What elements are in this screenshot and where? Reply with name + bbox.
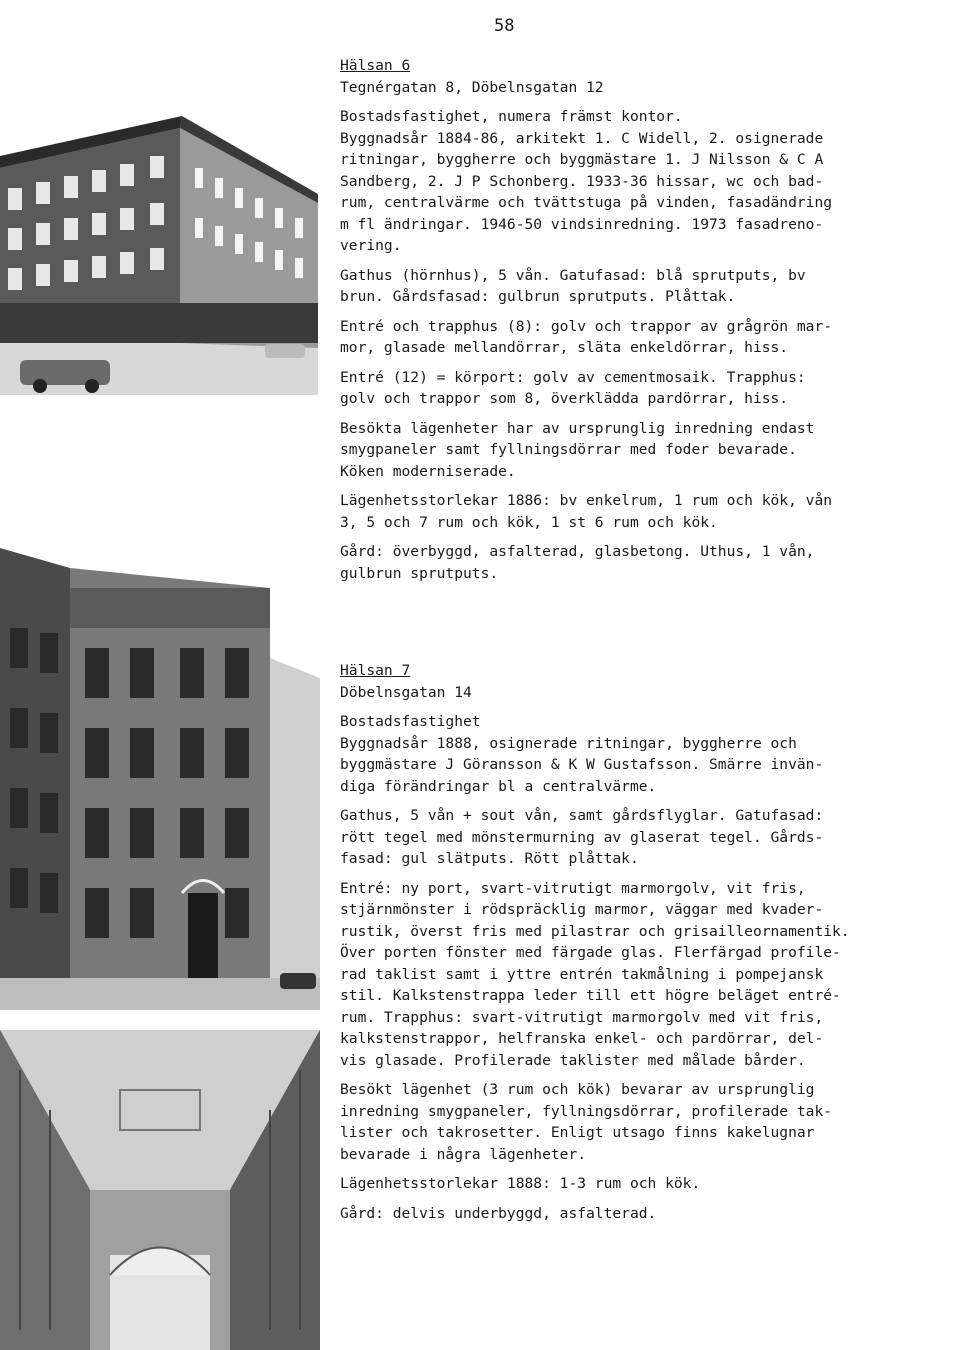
text-line: Gård: delvis underbyggd, asfalterad. (340, 1204, 657, 1222)
text-line: Lägenhetsstorlekar 1888: 1-3 rum och kök. (340, 1175, 701, 1192)
entrance-hall-photo (0, 1030, 320, 1350)
text-line: Bostadsfastighet (340, 713, 481, 730)
text-line: Byggnadsår 1888, osignerade ritningar, byggherre och (340, 734, 797, 752)
corner-building-photo (0, 108, 318, 395)
paragraph (340, 541, 930, 584)
paragraph (340, 490, 930, 533)
entry-halsan-7 (340, 660, 930, 1232)
paragraph (340, 367, 930, 410)
entry-address: Döbelnsgatan 14 (340, 683, 472, 701)
paragraph (340, 1079, 930, 1165)
text-line: stjärnmönster i rödspräcklig marmor, väggar med kvader- (340, 901, 824, 918)
paragraph (340, 316, 930, 359)
text-line: rustik, överst fris med pilastrar och grisailleornamentik. (340, 922, 850, 940)
text-line: gulbrun sprutputs. (340, 564, 499, 582)
text-line: Bostadsfastighet, numera främst kontor. (340, 108, 683, 125)
entry-heading: Hälsan 7 (340, 662, 411, 679)
text-line: 3, 5 och 7 rum och kök, 1 st 6 rum och kök. (340, 513, 718, 531)
text-line: rum. Trapphus: svart-vitrutigt marmorgolv med vit fris, (340, 1008, 824, 1026)
text-line: ritningar, byggherre och byggmästare 1. J Nilsson & C A (340, 151, 824, 168)
text-line: rum, centralvärme och tvättstuga på vinden, fasadändring (340, 194, 833, 211)
text-line: Gård: överbyggd, asfalterad, glasbetong. Uthus, 1 vån, (340, 543, 815, 560)
text-line: brun. Gårdsfasad: gulbrun sprutputs. Plåttak. (340, 288, 736, 305)
text-line: fasad: gul slätputs. Rött plåttak. (340, 850, 639, 867)
text-line: golv och trappor som 8, överklädda pardörrar, hiss. (340, 390, 789, 407)
paragraph (340, 106, 930, 257)
text-line: Byggnadsår 1884-86, arkitekt 1. C Widell, 2. osignerade (340, 129, 824, 147)
text-line: stil. Kalkstenstrappa leder till ett högre beläget entré- (340, 987, 841, 1004)
text-line: kalkstenstrappor, helfranska enkel- och pardörrar, del- (340, 1030, 824, 1047)
paragraph (340, 711, 930, 797)
text-line: Entré: ny port, svart-vitrutigt marmorgolv, vit fris, (340, 879, 806, 897)
page-number: 58 (494, 16, 515, 36)
text-line: Sandberg, 2. J P Schonberg. 1933-36 hissar, wc och bad- (340, 172, 824, 190)
text-line: Entré (12) = körport: golv av cementmosaik. Trapphus: (340, 368, 806, 386)
paragraph (340, 878, 930, 1072)
text-line: byggmästare J Göransson & K W Gustafsson. Smärre invän- (340, 756, 824, 773)
text-line: Entré och trapphus (8): golv och trappor av grågrön mar- (340, 317, 833, 335)
text-line: vis glasade. Profilerade taklister med målade bårder. (340, 1051, 806, 1069)
text-line: Över porten fönster med färgade glas. Flerfärgad profile- (340, 944, 841, 961)
text-line: vering. (340, 237, 402, 254)
text-line: Besökta lägenheter har av ursprunglig inredning endast (340, 419, 815, 437)
text-line: mor, glasade mellandörrar, släta enkeldörrar, hiss. (340, 339, 789, 356)
paragraph (340, 418, 930, 483)
text-line: Gathus (hörnhus), 5 vån. Gatufasad: blå sprutputs, bv (340, 266, 806, 284)
paragraph (340, 805, 930, 870)
text-line: inredning smygpaneler, fyllningsdörrar, profilerade tak- (340, 1102, 833, 1120)
text-line: Gathus, 5 vån + sout vån, samt gårdsflyglar. Gatufasad: (340, 807, 824, 824)
text-line: Lägenhetsstorlekar 1886: bv enkelrum, 1 rum och kök, vån (340, 492, 833, 509)
text-line: rad taklist samt i yttre entrén takmålning i pompejansk (340, 965, 824, 983)
paragraph (340, 1203, 930, 1225)
entry-heading: Hälsan 6 (340, 57, 411, 74)
text-line: m fl ändringar. 1946-50 vindsinredning. 1973 fasadreno- (340, 215, 824, 233)
text-line: smygpaneler samt fyllningsdörrar med foder bevarade. (340, 441, 797, 458)
paragraph (340, 1173, 930, 1195)
paragraph (340, 265, 930, 308)
text-line: Köken moderniserade. (340, 462, 516, 480)
text-line: lister och takrosetter. Enligt utsago finns kakelugnar (340, 1124, 815, 1141)
entry-halsan-6 (340, 55, 930, 592)
text-line: Besökt lägenhet (3 rum och kök) bevarar av ursprunglig (340, 1081, 815, 1098)
text-line: diga förändringar bl a centralvärme. (340, 777, 657, 795)
text-line: bevarade i några lägenheter. (340, 1145, 587, 1163)
text-line: rött tegel med mönstermurning av glaserat tegel. Gårds- (340, 828, 824, 846)
street-facade-photo (0, 548, 320, 1010)
entry-address: Tegnérgatan 8, Döbelnsgatan 12 (340, 78, 604, 96)
